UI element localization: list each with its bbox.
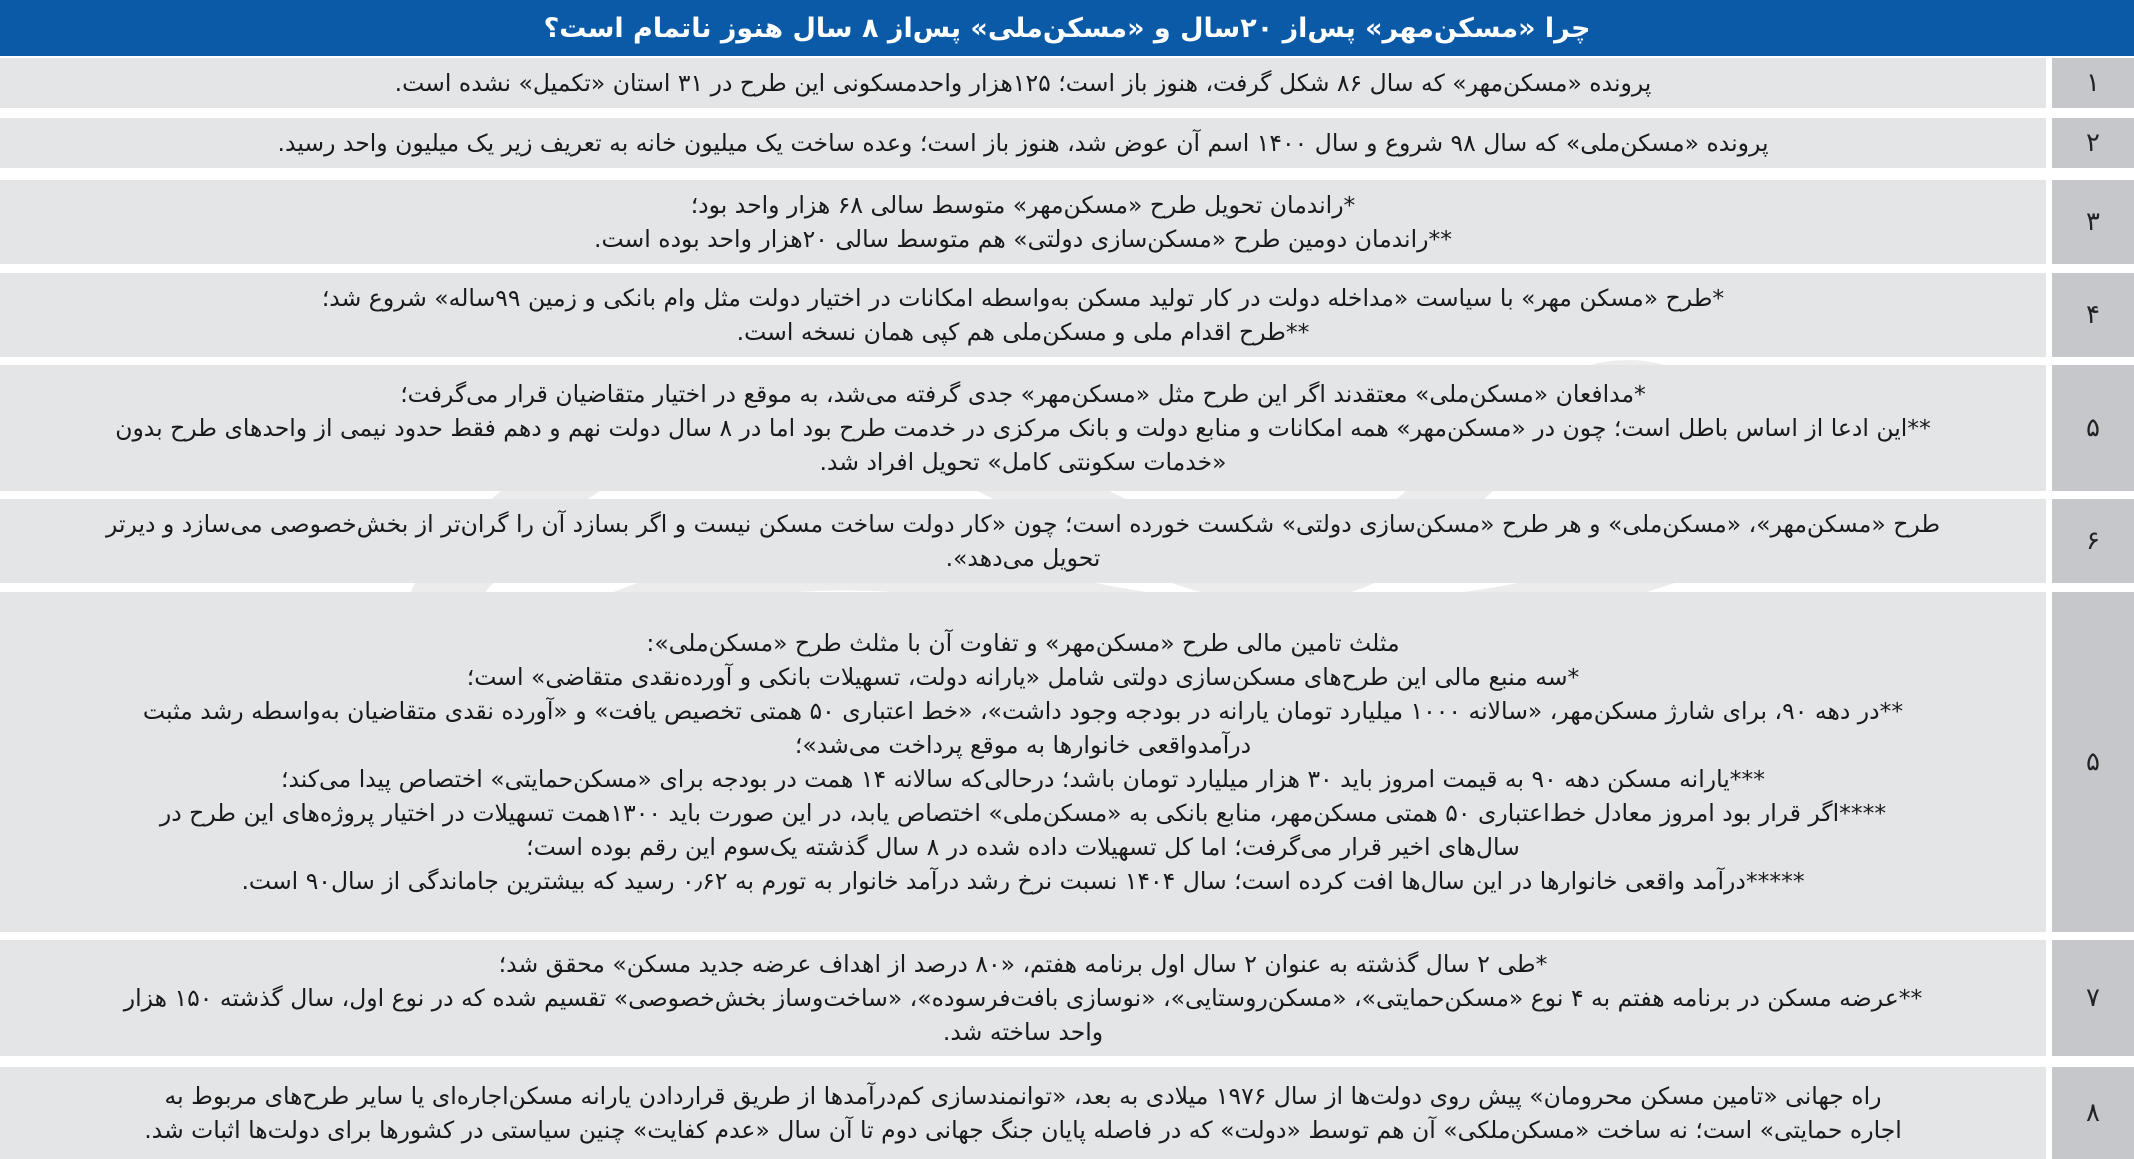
- row-text-cell: [0, 592, 2046, 932]
- table-row: [0, 365, 2134, 491]
- row-text-cell: [0, 180, 2046, 264]
- row-number: ۲: [2052, 118, 2134, 168]
- text-line: پرونده «مسکن‌ملی» که سال ۹۸ شروع و سال ۱۴۰۰ اسم آن عوض شد، هنوز باز است؛ وعده ساخت یک میلیون خانه به تعریف زیر یک میلیون واحد رسید.: [277, 129, 1769, 157]
- text-line: واحد ساخته شد.: [942, 1018, 1104, 1046]
- text-line: *مدافعان «مسکن‌ملی» معتقدند اگر این طرح مثل «مسکن‌مهر» جدی گرفته می‌شد، به موقع در اختیار متقاضیان قرار می‌گرفت؛: [400, 380, 1646, 408]
- column-divider: [2046, 940, 2052, 1056]
- text-line: پرونده «مسکن‌مهر» که سال ۸۶ شکل گرفت، هنوز باز است؛ ۱۲۵هزار واحدمسکونی این طرح در ۳۱ استان «تکمیل» نشده است.: [394, 69, 1652, 97]
- row-number: ۴: [2052, 273, 2134, 357]
- row-number: ۵: [2052, 365, 2134, 491]
- row-text-cell: [0, 940, 2046, 1056]
- text-line: *طی ۲ سال گذشته به عنوان ۲ سال اول برنامه هفتم، «۸۰ درصد از اهداف عرضه جدید مسکن» محقق شد؛: [498, 950, 1548, 978]
- table-row: [0, 273, 2134, 357]
- column-divider: [2046, 592, 2052, 932]
- table-row: [0, 58, 2134, 108]
- column-divider: [2046, 118, 2052, 168]
- text-line: *راندمان تحویل طرح «مسکن‌مهر» متوسط سالی ۶۸ هزار واحد بود؛: [690, 191, 1356, 219]
- row-text-cell: [0, 118, 2046, 168]
- row-number: ۸: [2052, 1067, 2134, 1159]
- text-line: «خدمات سکونتی کامل» تحویل افراد شد.: [819, 448, 1227, 476]
- column-divider: [2046, 58, 2052, 108]
- table-row: [0, 118, 2134, 168]
- column-divider: [2046, 365, 2052, 491]
- row-text-cell: [0, 1067, 2046, 1159]
- text-line: *طرح «مسکن مهر» با سیاست «مداخله دولت در کار تولید مسکن به‌واسطه امکانات در اختیار دولت مثل وام بانکی و زمین ۹۹ساله» شروع شد؛: [321, 284, 1725, 312]
- row-text-cell: [0, 273, 2046, 357]
- text-line: **عرضه مسکن در برنامه هفتم به ۴ نوع «مسکن‌حمایتی»، «مسکن‌روستایی»، «نوسازی بافت‌فرسوده»، «ساخت‌وساز بخش‌خصوصی» تقسیم شده که در نوع اول، سال گذشته ۱۵۰ هزار: [123, 984, 1923, 1012]
- column-divider: [2046, 1067, 2052, 1159]
- table-row: [0, 1067, 2134, 1159]
- page-title: چرا «مسکن‌مهر» پس‌از ۲۰سال و «مسکن‌ملی» پس‌از ۸ سال هنوز ناتمام است؟: [0, 0, 2134, 56]
- row-number: ۳: [2052, 180, 2134, 264]
- text-line: طرح «مسکن‌مهر»، «مسکن‌ملی» و هر طرح «مسکن‌سازی دولتی» شکست خورده است؛ چون «کار دولت ساخت مسکن نیست و اگر بسازد آن را گران‌تر از بخش‌خصوصی می‌سازد و دیرتر: [105, 510, 1941, 538]
- text-line: **این ادعا از اساس باطل است؛ چون در «مسکن‌مهر» همه امکانات و منابع دولت و بانک مرکزی در خدمت طرح بود اما در ۸ سال دولت نهم و دهم فقط حدود نیمی از واحدهای طرح بدون: [115, 414, 1931, 442]
- column-divider: [2046, 180, 2052, 264]
- text-line: **طرح اقدام ملی و مسکن‌ملی هم کپی همان نسخه است.: [736, 318, 1310, 346]
- row-number: ۵: [2052, 592, 2134, 932]
- text-line: درآمدواقعی خانوارها به موقع پرداخت می‌شد»؛: [794, 731, 1252, 759]
- text-line: اجاره حمایتی» است؛ نه ساخت «مسکن‌ملکی» آن هم توسط «دولت» که در فاصله پایان جنگ جهانی دوم تا آن سال «عدم کفایت» چنین سیاستی در کشورها برای دولت‌ها اثبات شد.: [144, 1116, 1902, 1144]
- text-line: ***یارانه مسکن دهه ۹۰ به قیمت امروز باید ۳۰ هزار میلیارد تومان باشد؛ درحالی‌که سالانه ۱۴ همت در بودجه برای «مسکن‌حمایتی» اختصاص پیدا می‌کند؛: [280, 765, 1766, 793]
- text-line: راه جهانی «تامین مسکن محرومان» پیش روی دولت‌ها از سال ۱۹۷۶ میلادی به بعد، «توانمندسازی کم‌درآمدها از طریق قراردادن یارانه مسکن‌اجاره‌ای یا سایر طرح‌های مربوط به: [164, 1082, 1882, 1110]
- text-line: *سه منبع مالی این طرح‌های مسکن‌سازی دولتی شامل «یارانه دولت، تسهیلات بانکی و آورده‌نقدی متقاضی» است؛: [466, 663, 1580, 691]
- text-line: مثلث تامین مالی طرح «مسکن‌مهر» و تفاوت آن با مثلث طرح «مسکن‌ملی»:: [646, 629, 1400, 657]
- text-line: **راندمان دومین طرح «مسکن‌سازی دولتی» هم متوسط سالی ۲۰هزار واحد بوده است.: [594, 225, 1452, 253]
- row-text-cell: [0, 365, 2046, 491]
- text-line: سال‌های اخیر قرار می‌گرفت؛ اما کل تسهیلات داده شده در ۸ سال گذشته یک‌سوم این رقم بوده است؛: [526, 833, 1520, 861]
- table-row: [0, 592, 2134, 932]
- row-number: ۷: [2052, 940, 2134, 1056]
- text-line: **در دهه ۹۰، برای شارژ مسکن‌مهر، «سالانه ۱۰۰۰ میلیارد تومان یارانه در بودجه وجود داشت»، «خط اعتباری ۵۰ همتی تخصیص یافت» و «آورده نقدی متقاضیان به‌واسطه رشد مثبت: [142, 697, 1904, 725]
- column-divider: [2046, 273, 2052, 357]
- row-number: ۱: [2052, 58, 2134, 108]
- row-text-cell: [0, 58, 2046, 108]
- table-row: [0, 499, 2134, 583]
- table-row: [0, 940, 2134, 1056]
- row-number: ۶: [2052, 499, 2134, 583]
- table-row: [0, 180, 2134, 264]
- text-line: ****اگر قرار بود امروز معادل خط‌اعتباری ۵۰ همتی مسکن‌مهر، منابع بانکی به «مسکن‌ملی» اختصاص یابد، در این صورت باید ۱۳۰۰همت تسهیلات در اختیار پروژه‌های این طرح در: [159, 799, 1887, 827]
- text-line: تحویل می‌دهد».: [945, 544, 1101, 572]
- row-text-cell: [0, 499, 2046, 583]
- text-line: *****درآمد واقعی خانوارها در این سال‌ها افت کرده است؛ سال ۱۴۰۴ نسبت نرخ رشد درآمد خانوار به تورم به ۰٫۶۲ رسید که بیشترین جاماندگی از سال۹۰ است.: [241, 867, 1805, 895]
- column-divider: [2046, 499, 2052, 583]
